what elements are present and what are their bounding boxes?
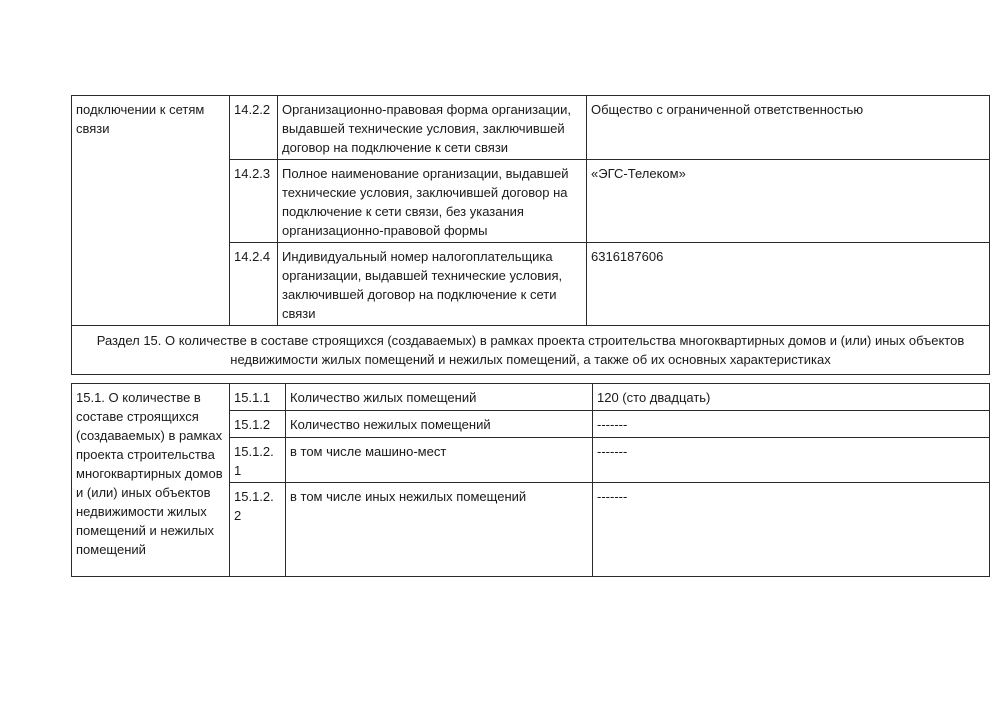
row-number: 15.1.2. 2 <box>230 483 286 577</box>
row-label: Количество жилых помещений <box>286 384 593 411</box>
row-label: Полное наименование организации, выдавшей технические условия, заключившей договор на подключение к сети связи, без указания организационно-правовой формы <box>278 160 587 243</box>
disclosure-table <box>71 95 990 375</box>
row-number: 15.1.2. 1 <box>230 438 286 483</box>
row-number: 15.1.2 <box>230 411 286 438</box>
row-label: Количество нежилых помещений <box>286 411 593 438</box>
row-number: 14.2.3 <box>230 160 278 243</box>
row-label: Организационно-правовая форма организации, выдавшей технические условия, заключившей договор на подключение к сети связи <box>278 96 587 160</box>
row-number: 15.1.1 <box>230 384 286 411</box>
table-row <box>72 96 990 160</box>
row-value: 120 (сто двадцать) <box>593 384 990 411</box>
section-heading-row <box>72 326 990 375</box>
row-value: Общество с ограниченной ответственностью <box>587 96 990 160</box>
row-number: 14.2.2 <box>230 96 278 160</box>
row-label: Индивидуальный номер налогоплательщика организации, выдавшей технические условия, заключившей договор на подключение к сети связи <box>278 243 587 326</box>
row-label: в том числе иных нежилых помещений <box>286 483 593 577</box>
row-value: 6316187606 <box>587 243 990 326</box>
section15-left-label: 15.1. О количестве в составе строящихся (создаваемых) в рамках проекта строительства многоквартирных домов и (или) иных объектов недвижимости жилых помещений и нежилых помещений <box>72 384 230 577</box>
row-value: ------- <box>593 438 990 483</box>
section14-left-label: подключении к сетям связи <box>72 96 230 326</box>
row-value: ------- <box>593 483 990 577</box>
row-value: «ЭГС-Телеком» <box>587 160 990 243</box>
row-label: в том числе машино-мест <box>286 438 593 483</box>
row-number: 14.2.4 <box>230 243 278 326</box>
row-value: ------- <box>593 411 990 438</box>
section15-table <box>71 383 990 577</box>
table-row <box>72 384 990 411</box>
section15-heading: Раздел 15. О количестве в составе строящихся (создаваемых) в рамках проекта строительства многоквартирных домов и (или) иных объектов недвижимости жилых помещений и нежилых помещений, а также об их основных характеристиках <box>72 326 990 375</box>
